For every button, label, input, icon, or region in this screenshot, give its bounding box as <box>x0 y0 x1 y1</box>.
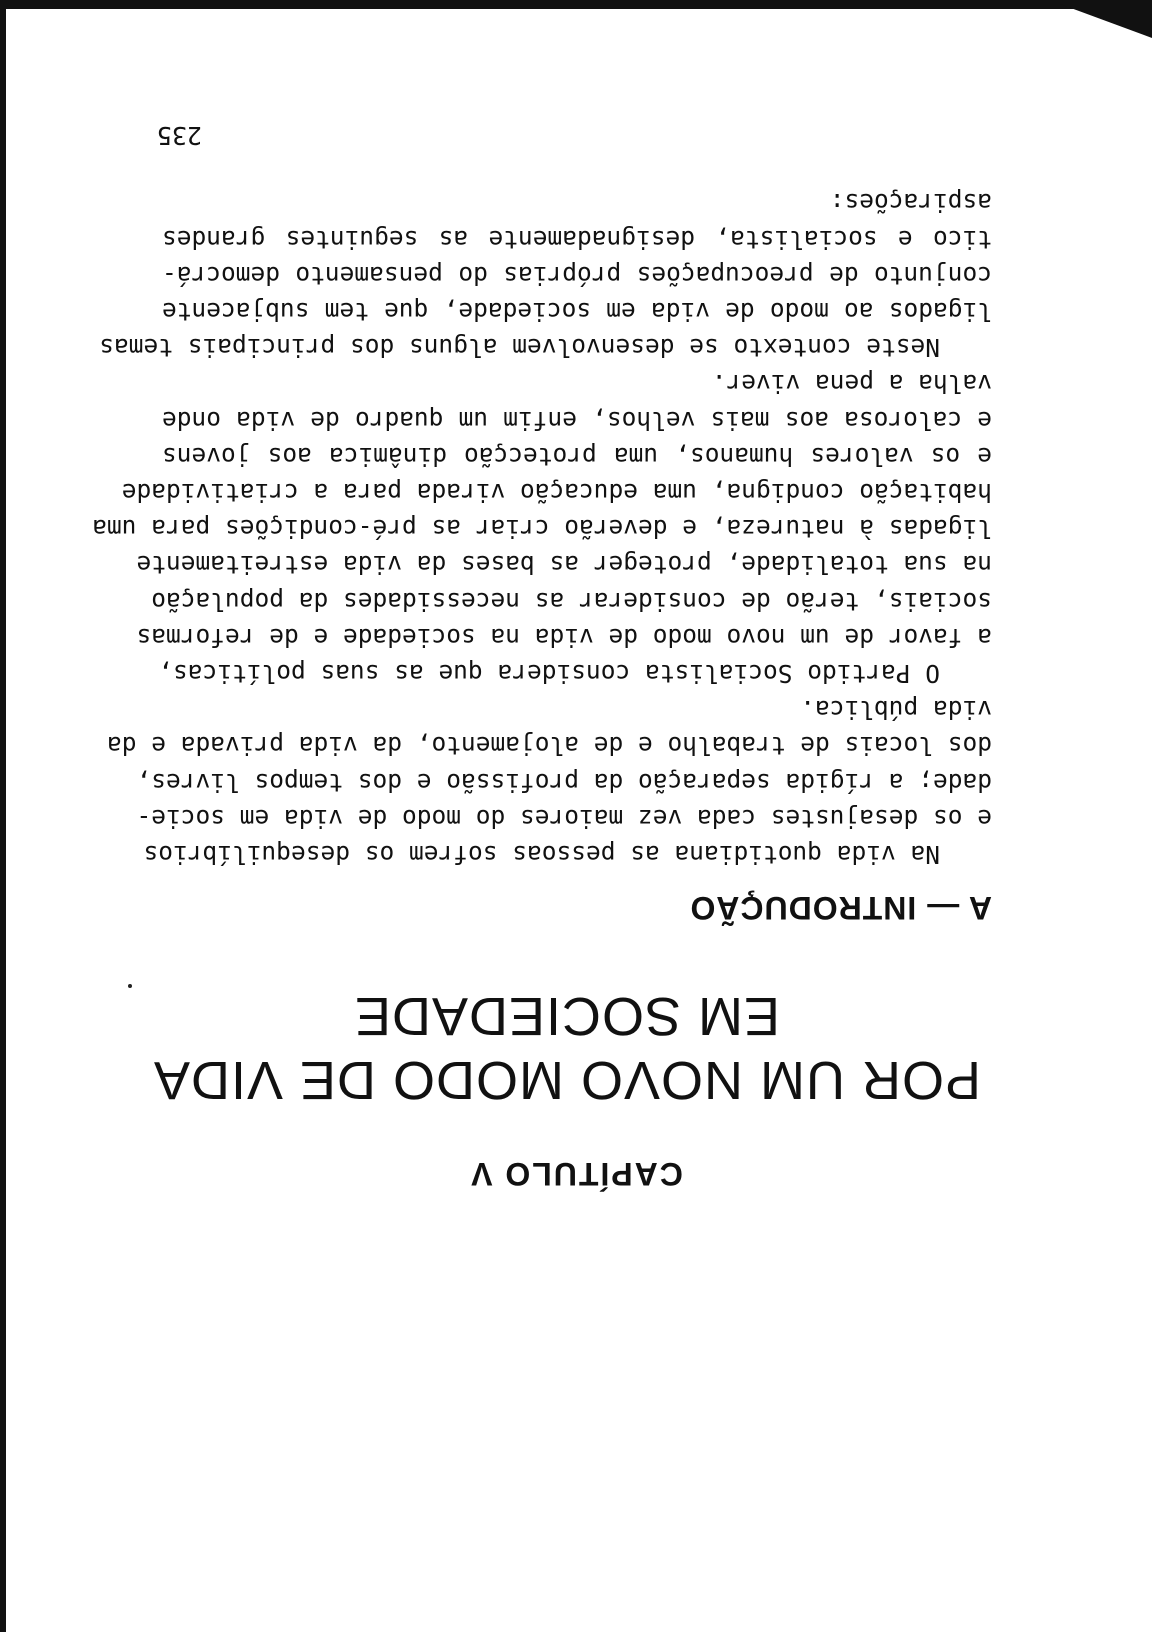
text-line: e calorosa aos mais velhos, enfim um quadro de vida onde <box>162 405 992 435</box>
text-line: Neste contexto se desenvolvem alguns dos principais temas <box>99 333 940 363</box>
text-line: tico e socialista, designadamente as seguintes grandes <box>162 224 992 254</box>
text-line: a favor de um novo modo de vida na sociedade e de reformas <box>136 622 992 652</box>
text-line: valha a pena viver. <box>711 369 992 399</box>
text-line: ligadas à natureza, e deverão criar as pré-condições para uma <box>92 514 992 544</box>
text-line: habitação condigna, uma educação virada para a criatividade <box>121 477 992 507</box>
text-line: Na vida quotidiana as pessoas sofrem os desequilíbrios <box>143 840 940 869</box>
text-line: conjunto de preocupações próprias do pensamento democrá- <box>162 260 992 290</box>
paragraph <box>92 365 992 691</box>
text-line: e os valores humanos, uma protecção dinâmica aos jovens <box>162 441 992 471</box>
text-line: na sua totalidade, proteger as bases da vida estreitamente <box>136 550 992 580</box>
text-line: e os desajustes cada vez maiores do modo de vida em socie- <box>136 803 992 833</box>
text-line: vida pública. <box>800 695 992 725</box>
text-line: aspirações: <box>829 188 992 218</box>
text-line: O Partido Socialista considera que as suas políticas, <box>158 658 940 688</box>
text-line: dos locais de trabalho e de alojamento, da vida privada e da <box>106 731 992 761</box>
chapter-title <box>152 984 982 1112</box>
paragraph <box>99 184 992 365</box>
body-text <box>92 184 992 872</box>
page-number: 235 <box>156 121 202 150</box>
section-heading: A — INTRODUÇÃO <box>689 890 992 926</box>
chapter-label: CAPÍTULO V <box>469 1156 683 1192</box>
paragraph <box>106 691 992 872</box>
text-line: ligados ao modo de vida em sociedade, que tem subjacente <box>162 296 992 326</box>
text-line: sociais, terão de considerar as necessidades da população <box>151 586 992 616</box>
text-line: dade; a rígida separação da profissão e dos tempos livres, <box>136 767 992 797</box>
chapter-title-line: POR UM NOVO MODO DE VIDA <box>152 1050 982 1110</box>
chapter-title-line: EM SOCIEDADE <box>353 986 781 1046</box>
